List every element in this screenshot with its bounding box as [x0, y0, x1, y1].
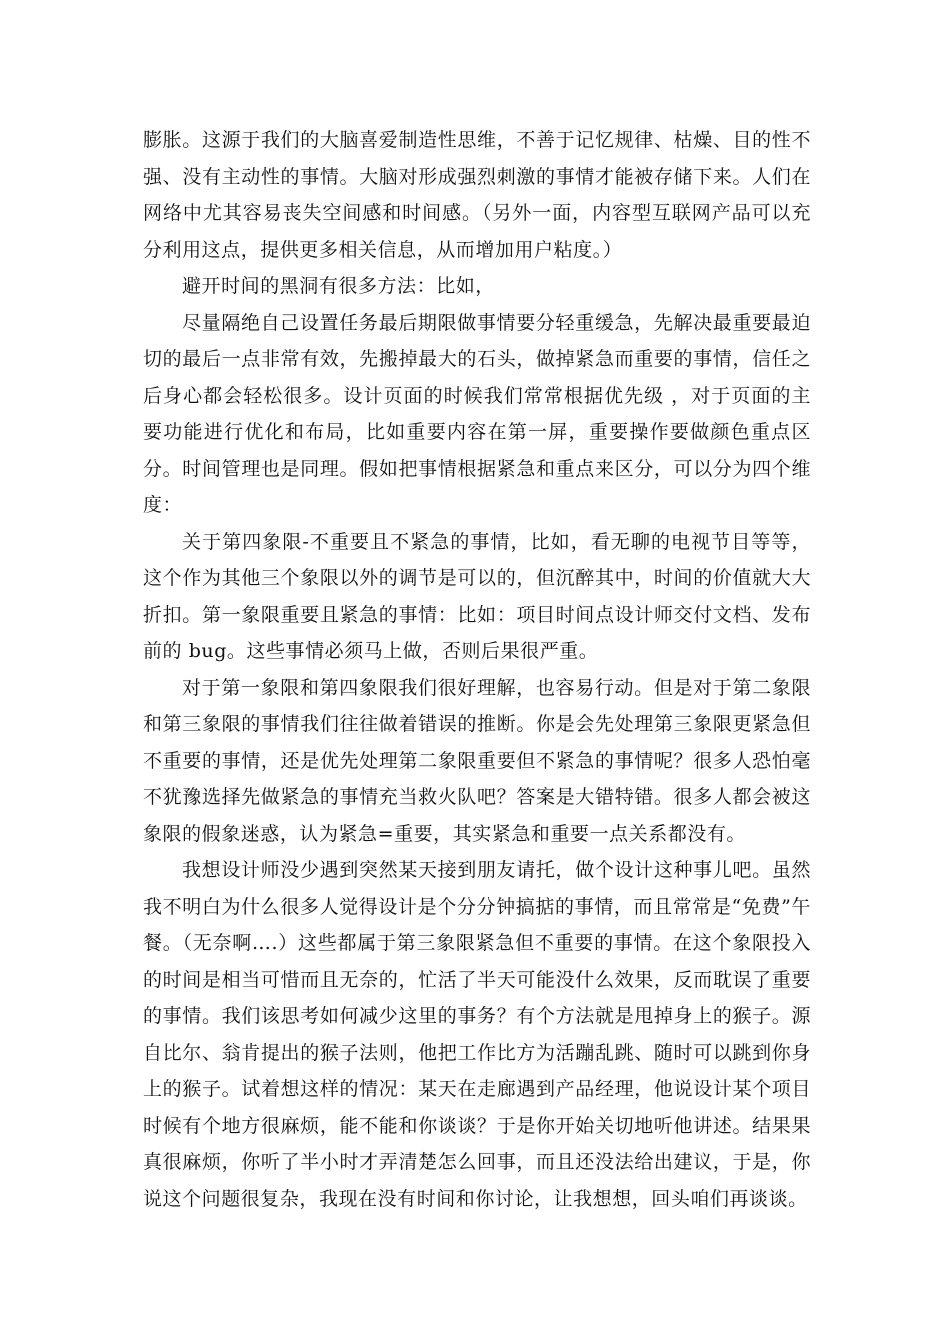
paragraph-5: 对于第一象限和第四象限我们很好理解，也容易行动。但是对于第二象限和第三象限的事情我们往往做着错误的推断。你是会先处理第三象限更紧急但不重要的事情，还是优先处理第二象限重要但不紧急的事情呢？很多人恐怕毫不犹豫选择先做紧急的事情充当救火队吧？答案是大错特错。很多人都会被这象限的假象迷惑，认为紧急=重要，其实紧急和重要一点关系都没有。	[143, 676, 811, 845]
paragraph-4: 关于第四象限-不重要且不紧急的事情，比如，看无聊的电视节目等等，这个作为其他三个象限以外的调节是可以的，但沉醉其中，时间的价值就大大折扣。第一象限重要且紧急的事情：比如：项目时间点设计师交付文档、发布前的 bug。这些事情必须马上做，否则后果很严重。	[143, 530, 811, 662]
paragraph-6: 我想设计师没少遇到突然某天接到朋友请托，做个设计这种事儿吧。虽然我不明白为什么很多人觉得设计是个分分钟搞掂的事情，而且常常是“免费”午餐。（无奈啊….）这些都属于第三象限紧急但不重要的事情。在这个象限投入的时间是相当可惜而且无奈的，忙活了半天可能没什么效果，反而耽误了重要的事情。我们该思考如何减少这里的事务？有个方法就是甩掉身上的猴子。源自比尔、翁肯提出的猴子法则，他把工作比方为活蹦乱跳、随时可以跳到你身上的猴子。试着想这样的情况：某天在走廊遇到产品经理，他说设计某个项目时候有个地方很麻烦，能不能和你谈谈？于是你开始关切地听他讲述。结果果真很麻烦，你听了半小时才弄清楚怎么回事，而且还没法给出建议，于是，你说这个问题很复杂，我现在没有时间和你讨论，让我想想，回头咱们再谈谈。	[143, 859, 811, 1210]
paragraph-1: 膨胀。这源于我们的大脑喜爱制造性思维，不善于记忆规律、枯燥、目的性不强、没有主动性的事情。大脑对形成强烈刺激的事情才能被存储下来。人们在网络中尤其容易丧失空间感和时间感。（另外一面，内容型互联网产品可以充分利用这点，提供更多相关信息，从而增加用户粘度。）	[143, 129, 811, 261]
paragraph-3: 尽量隔绝自己设置任务最后期限做事情要分轻重缓急，先解决最重要最迫切的最后一点非常有效，先搬掉最大的石头，做掉紧急而重要的事情，信任之后身心都会轻松很多。设计页面的时候我们常常根据优先级 ，对于页面的主要功能进行优化和布局，比如重要内容在第一屏，重要操作要做颜色重点区分。时间管理也是同理。假如把事情根据紧急和重点来区分，可以分为四个维度：	[143, 311, 811, 516]
document-body	[143, 122, 811, 1217]
paragraph-2: 避开时间的黑洞有很多方法：比如，	[182, 275, 495, 297]
